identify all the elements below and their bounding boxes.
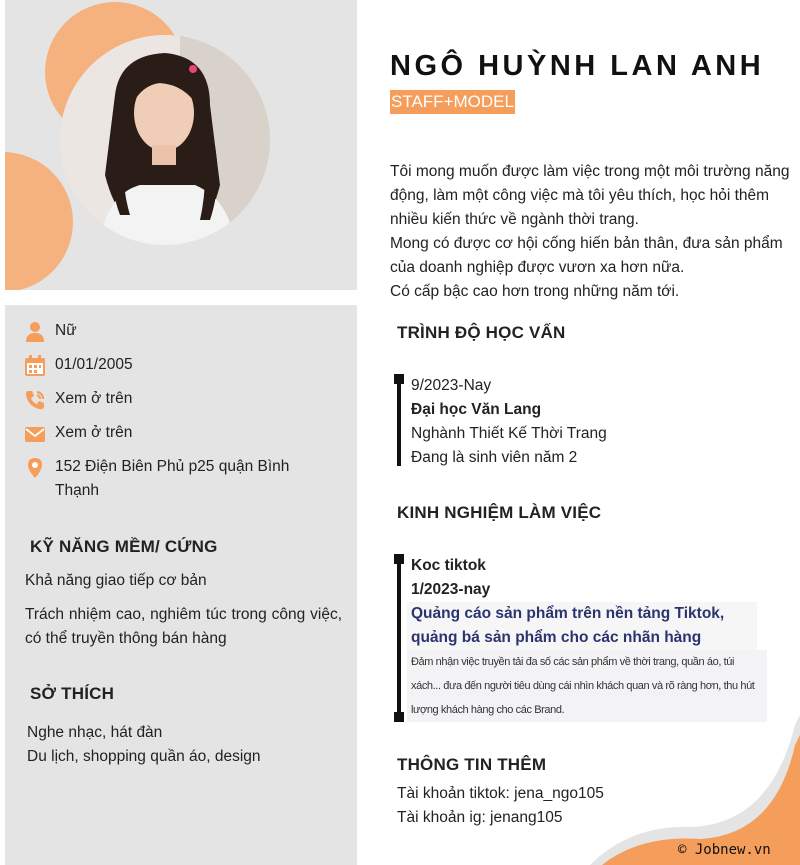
experience-title: KINH NGHIỆM LÀM VIỆC	[397, 503, 602, 522]
objective-line: Tôi mong muốn được làm việc trong một môi trường năng động, làm một công việc mà tôi yêu thích, học hỏi thêm nhiều kiến thức về ngành thời trang.	[390, 163, 790, 228]
education-period: 9/2023-Nay	[411, 377, 492, 394]
location-pin-icon	[24, 457, 46, 479]
footer-credit: © Jobnew.vn	[678, 842, 771, 858]
timeline-marker	[394, 374, 404, 384]
contact-address	[24, 455, 310, 503]
contact-birthday	[24, 353, 310, 377]
skill-item: Trách nhiệm cao, nghiêm túc trong công việc, có thể truyền thông bán hàng	[25, 606, 342, 647]
experience-headline: Quảng cáo sản phẩm trên nền tảng Tiktok, quảng bá sản phẩm cho các nhãn hàng	[411, 605, 725, 646]
person-icon	[24, 321, 46, 343]
email-value: Xem ở trên	[55, 424, 133, 441]
objective-line: Có cấp bậc cao hơn trong những năm tới.	[390, 283, 680, 300]
education-timeline	[397, 377, 401, 466]
calendar-icon	[24, 355, 46, 377]
skill-item: Khả năng giao tiếp cơ bản	[25, 572, 207, 589]
extra-info-title: THÔNG TIN THÊM	[397, 755, 547, 774]
objective-line: Mong có được cơ hội cống hiến bản thân, đưa sản phẩm của doanh nghiệp được vươn xa hơn nữa.	[390, 235, 783, 276]
experience-timeline	[397, 558, 401, 718]
portrait-photo-icon	[60, 35, 270, 245]
mail-icon	[24, 423, 46, 445]
contact-phone	[24, 387, 310, 411]
timeline-marker	[394, 712, 404, 722]
timeline-marker	[394, 554, 404, 564]
photo-panel	[5, 0, 357, 290]
hobby-item: Nghe nhạc, hát đàn	[27, 724, 163, 741]
birthday-value: 01/01/2005	[55, 356, 133, 373]
skills-title: KỸ NĂNG MỀM/ CỨNG	[30, 537, 218, 556]
contact-gender	[24, 319, 310, 343]
decor-circle	[5, 152, 73, 290]
gender-value: Nữ	[55, 322, 77, 339]
education-school: Đại học Văn Lang	[411, 401, 542, 418]
phone-value: Xem ở trên	[55, 390, 133, 407]
instagram-account: Tài khoản ig: jenang105	[397, 809, 563, 826]
job-title-badge: STAFF+MODEL	[390, 90, 515, 114]
phone-icon	[24, 389, 46, 411]
address-value: 152 Điện Biên Phủ p25 quận Bình Thạnh	[55, 458, 290, 499]
experience-detail: Đảm nhận việc truyền tải đa số các sản phẩm về thời trang, quần áo, túi xách... đưa đến người tiêu dùng cái nhìn khách quan và rõ ràng hơn, thu hút lượng khách hàng cho các Brand.	[411, 656, 755, 716]
avatar	[60, 35, 270, 245]
career-objective	[390, 160, 795, 304]
experience-company: Koc tiktok	[411, 557, 486, 574]
candidate-name: NGÔ HUỲNH LAN ANH	[390, 50, 765, 82]
contact-email	[24, 421, 310, 445]
hobby-item: Du lịch, shopping quần áo, design	[27, 748, 261, 765]
experience-period: 1/2023-nay	[411, 581, 491, 598]
education-major: Nghành Thiết Kế Thời Trang	[411, 425, 607, 442]
education-title: TRÌNH ĐỘ HỌC VẤN	[397, 323, 566, 342]
hobbies-title: SỞ THÍCH	[30, 684, 115, 703]
education-status: Đang là sinh viên năm 2	[411, 449, 578, 466]
tiktok-account: Tài khoản tiktok: jena_ngo105	[397, 785, 604, 802]
